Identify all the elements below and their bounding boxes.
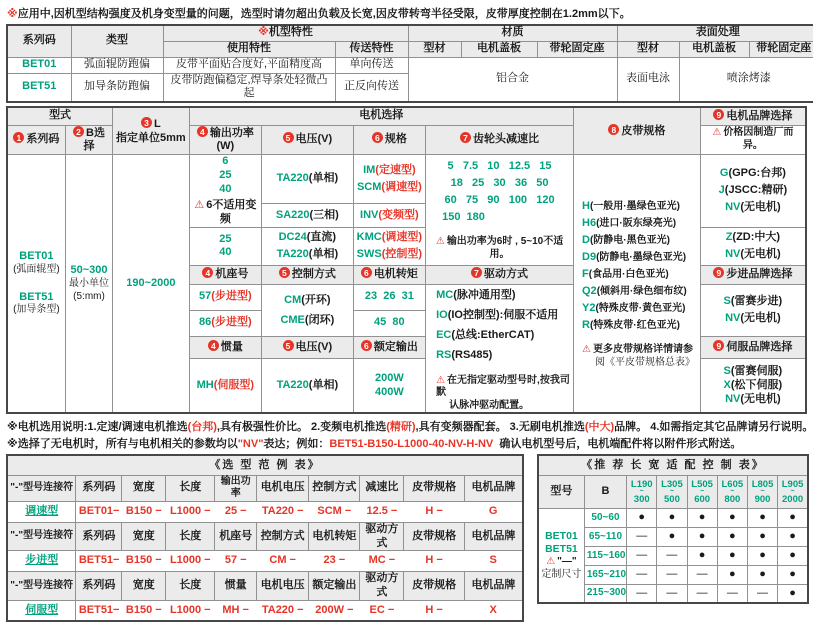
- header-length: 长度: [166, 475, 215, 501]
- header-servo-brand: 9 伺服品牌选择: [700, 336, 806, 358]
- compat-cell: ●: [717, 546, 747, 565]
- b-range-cell: 65~110: [584, 527, 626, 546]
- num-badge-9: 9: [713, 340, 724, 351]
- use-feature-cell: 皮带防跑偏稳定,焊导条处轻微凸起: [163, 73, 335, 102]
- header-g1-c7: 驱动方式: [360, 522, 404, 551]
- header-g2-c7: 驱动方式: [360, 572, 404, 601]
- header-spec: 6 规格: [353, 125, 425, 155]
- frame-86-cell: 86(步进型): [189, 310, 261, 336]
- header-brand: 电机品牌: [464, 475, 523, 501]
- header-connector: "-"型号连接符: [7, 572, 76, 601]
- header-g1-c4: 机座号: [215, 522, 257, 551]
- header-surface: 表面处理: [617, 25, 813, 41]
- header-l-range-5: L905 ~ 2000: [778, 475, 808, 508]
- header-series: 1 系列码: [7, 125, 65, 155]
- warning-icon: ⚠: [435, 236, 445, 248]
- num-badge-6: 6: [372, 132, 383, 143]
- compat-cell: ●: [778, 508, 808, 527]
- warning-icon: ⚠: [194, 199, 205, 212]
- compat-cell: ●: [687, 546, 717, 565]
- header-use-feature: 使用特性: [163, 41, 335, 57]
- header-material: 材质: [408, 25, 617, 41]
- compat-cell: —: [687, 584, 717, 603]
- voltage-servo-cell: TA220(单相): [262, 359, 354, 413]
- control-mode-cell: CM(开环) CME(闭环): [262, 284, 354, 336]
- num-badge-9: 9: [713, 109, 724, 120]
- header-inertia: 4 惯量: [189, 336, 261, 358]
- header-belt: 皮带规格: [404, 572, 465, 601]
- header-b: B: [584, 475, 626, 508]
- motor-selection-note: ※电机选用说明:1.定速/调速电机推选(台邦),具有极强性价比。 2.变频电机推选(精研),具有变频器配套。 3.无刷电机推选(中大)品牌。 4.如需指定其它品牌请另行说明。: [7, 421, 813, 434]
- num-badge-5: 5: [279, 267, 290, 278]
- header-motor-cover-2: 电机盖板: [679, 41, 749, 57]
- header-l-range-0: L190 ~ 300: [627, 475, 657, 508]
- header-rated-output: 6 额定输出: [353, 336, 425, 358]
- header-length: 3 L 指定单位5mm: [113, 107, 189, 155]
- header-motor-torque: 6 电机转矩: [353, 265, 425, 284]
- compat-cell: —: [717, 584, 747, 603]
- header-type: 类型: [71, 25, 163, 57]
- header-machine-feature: ※机型特性: [163, 25, 408, 41]
- header-length: 长度: [166, 572, 215, 601]
- example-label-servo: 伺服型: [7, 600, 76, 621]
- header-g0-c4: 输出功率: [215, 475, 257, 501]
- model-cell: BET01 BET51 ⚠ "—" 定制尺寸: [538, 508, 584, 603]
- num-badge-4: 4: [208, 340, 219, 351]
- num-badge-5: 5: [283, 132, 294, 143]
- num-badge-7: 7: [460, 132, 471, 143]
- header-drive-mode: 7 驱动方式: [426, 265, 574, 284]
- compat-cell: ●: [778, 565, 808, 584]
- header-model-group: 型式: [7, 107, 113, 125]
- header-belt: 皮带规格: [404, 475, 465, 501]
- header-g1-c5: 控制方式: [257, 522, 309, 551]
- header-series-code: 系列码: [7, 25, 71, 57]
- compat-cell: ●: [778, 527, 808, 546]
- spec-ac-cell: IM(定速型) SCM(调速型): [353, 155, 425, 204]
- frame-57-cell: 57(步进型): [189, 284, 261, 310]
- num-badge-2: 2: [73, 126, 84, 137]
- compat-cell: —: [657, 565, 687, 584]
- spec-inv-cell: INV(变频型): [353, 204, 425, 227]
- voltage-3ph-cell: SA220(三相): [262, 204, 354, 227]
- header-width: 宽度: [122, 475, 166, 501]
- compat-cell: —: [627, 527, 657, 546]
- inertia-mh-cell: MH(伺服型): [189, 359, 261, 413]
- compat-cell: ●: [717, 565, 747, 584]
- header-g0-c5: 电机电压: [257, 475, 309, 501]
- surface-paint-cell: 喷涂烤漆: [679, 57, 813, 102]
- header-gear-ratio: 7 齿轮头减速比: [426, 125, 574, 155]
- header-l-range-2: L505 ~ 600: [687, 475, 717, 508]
- num-badge-5: 5: [283, 340, 294, 351]
- compat-cell: —: [627, 546, 657, 565]
- header-series: 系列码: [76, 475, 122, 501]
- compat-cell: ●: [627, 508, 657, 527]
- num-badge-6: 6: [361, 340, 372, 351]
- series-code-cell: BET01: [7, 57, 71, 73]
- b-range-cell: 50~60: [584, 508, 626, 527]
- header-profile: 型材: [408, 41, 461, 57]
- num-badge-6: 6: [361, 267, 372, 278]
- power-dc-cell: 25 40: [189, 227, 261, 265]
- torque-86-cell: 45 80: [353, 310, 425, 336]
- top-usage-note: ※应用中,因机型结构强度及机身变型量的问题，选型时请勿超出负载及长宽,因皮带转弯半径受限，皮带厚度控制在1.2mm以下。: [7, 8, 631, 20]
- header-series: 系列码: [76, 522, 122, 551]
- header-l-range-4: L805 ~ 900: [747, 475, 777, 508]
- header-length: 长度: [166, 522, 215, 551]
- example-label-step: 步进型: [7, 551, 76, 572]
- compat-cell: ●: [778, 584, 808, 603]
- header-connector: "-"型号连接符: [7, 522, 76, 551]
- num-badge-4: 4: [202, 267, 213, 278]
- header-control-mode: 5 控制方式: [262, 265, 354, 284]
- header-g2-c4: 惯量: [215, 572, 257, 601]
- num-badge-9: 9: [713, 267, 724, 278]
- length-body-cell: 190~2000: [113, 155, 189, 414]
- belt-spec-body-cell: H(一般用·墨绿色亚光) H6(进口·阪东绿亮光) D(防静电·黑色亚光) D9(防静电·墨绿色亚光) F(食品用·白色亚光) Q2(倾斜用·绿色细布纹) Y2(特殊皮带·黄色亚光) R(特殊皮带·红色亚光) ⚠ 更多皮带规格详情请参 阅《平皮带规格总表》: [574, 155, 701, 414]
- drive-mode-cell: MC(脉冲通用型) IO(IO控制型):伺服不适用 EC(总线:EtherCAT) RS(RS485) ⚠ 在无指定驱动型号时,按我司默 认脉冲驱动配置。: [426, 284, 574, 413]
- compat-cell: —: [657, 584, 687, 603]
- header-pulley-mount: 带轮固定座: [537, 41, 617, 57]
- header-model: 型号: [538, 475, 584, 508]
- header-transfer-feature: 传送特性: [335, 41, 408, 57]
- header-brand: 电机品牌: [464, 572, 523, 601]
- header-series: 系列码: [76, 572, 122, 601]
- table-row: 调速型 BET01− B150 − L1000 − 25 − TA220 − SCM − 12.5 − H − G: [7, 501, 523, 522]
- b-select-body-cell: 50~300 最小单位 (5:mm): [65, 155, 112, 414]
- rated-output-cell: 200W 400W: [353, 359, 425, 413]
- series-body-cell: BET01 (弧面辊型) BET51 (加导条型): [7, 155, 65, 414]
- header-motor-selection: 电机选择: [189, 107, 573, 125]
- header-voltage-servo: 5 电压(V): [262, 336, 354, 358]
- table-row: 步进型 BET51− B150 − L1000 − 57 − CM − 23 − MC − H − S: [7, 551, 523, 572]
- type-cell: 加导条防跑偏: [71, 73, 163, 102]
- b-range-cell: 115~160: [584, 546, 626, 565]
- table-row: 伺服型 BET51− B150 − L1000 − MH − TA220 − 200W − EC − H − X: [7, 600, 523, 621]
- compat-cell: ●: [687, 527, 717, 546]
- header-pulley-mount-2: 带轮固定座: [749, 41, 813, 57]
- ref-mark-icon: ※: [258, 26, 269, 39]
- compat-cell: ●: [747, 546, 777, 565]
- num-badge-4: 4: [197, 126, 208, 137]
- header-g1-c6: 电机转矩: [309, 522, 360, 551]
- header-profile-2: 型材: [617, 41, 679, 57]
- brand-servo-cell: S(雷赛伺服) X(松下伺服) NV(无电机): [700, 359, 806, 413]
- b-range-cell: 165~210: [584, 565, 626, 584]
- b-range-cell: 215~300: [584, 584, 626, 603]
- compat-cell: ●: [747, 527, 777, 546]
- brand-price-note: ⚠ 价格因制造厂而异。: [700, 125, 806, 155]
- voltage-dc-cell: DC24(直流) TA220(单相): [262, 227, 354, 265]
- example-label-speed: 调速型: [7, 501, 76, 522]
- compat-cell: ●: [717, 527, 747, 546]
- header-brand: 电机品牌: [464, 522, 523, 551]
- gear-ratio-cell: 5 7.5 10 12.5 15 18 25 30 36 50 60 75 90 100 120 150 180 ⚠ 输出功率为6时 , 5~10不适用。: [426, 155, 574, 266]
- header-l-range-3: L605 ~ 800: [717, 475, 747, 508]
- use-feature-cell: 皮带平面贴合度好,平面精度高: [163, 57, 335, 73]
- torque-57-cell: 23 26 31: [353, 284, 425, 310]
- brand-ac-cell: G(GPG:台邦) J(JSCC:精研) NV(无电机): [700, 155, 806, 228]
- warning-icon: ⚠: [712, 127, 722, 139]
- compat-table-title: 《推 荐 长 宽 适 配 控 制 表》: [538, 455, 808, 475]
- header-l-range-1: L305 ~ 500: [657, 475, 687, 508]
- compatibility-table: [537, 454, 809, 604]
- compat-cell: ●: [747, 565, 777, 584]
- transfer-cell: 单向传送: [335, 57, 408, 73]
- spec-overview-table: [6, 24, 813, 103]
- no-motor-note: ※选择了无电机时，所有与电机相关的参数均以"NV"表达；例如：BET51-B150-L1000-40-NV-H-NV 确认电机型号后，电机端配件将以附件形式附送。: [7, 438, 742, 451]
- power-ac-cell: 6 25 40 ⚠ 6不适用变频: [189, 155, 261, 228]
- warning-icon: ⚠: [436, 374, 446, 386]
- compat-cell: ●: [657, 527, 687, 546]
- compat-cell: ●: [687, 508, 717, 527]
- header-frame-size: 4 机座号: [189, 265, 261, 284]
- header-motor-brand: 9 电机品牌选择: [700, 107, 806, 125]
- num-badge-1: 1: [13, 132, 24, 143]
- header-voltage: 5 电压(V): [262, 125, 354, 155]
- header-g2-c6: 额定输出: [309, 572, 360, 601]
- compat-cell: —: [627, 565, 657, 584]
- header-b-select: 2 B选择: [65, 125, 112, 155]
- num-badge-8: 8: [608, 124, 619, 135]
- compat-cell: —: [657, 546, 687, 565]
- compat-cell: —: [747, 584, 777, 603]
- num-badge-3: 3: [141, 117, 152, 128]
- surface-profile-cell: 表面电泳: [617, 57, 679, 102]
- compat-cell: ●: [778, 546, 808, 565]
- compat-cell: ●: [747, 508, 777, 527]
- example-table-title: 《选 型 范 例 表》: [7, 455, 523, 475]
- header-width: 宽度: [122, 522, 166, 551]
- header-step-brand: 9 步进品牌选择: [700, 265, 806, 284]
- voltage-ac-cell: TA220(单相): [262, 155, 354, 204]
- compat-cell: —: [627, 584, 657, 603]
- header-g0-c6: 控制方式: [309, 475, 360, 501]
- series-code-cell: BET51: [7, 73, 71, 102]
- warning-icon: ⚠: [546, 556, 556, 568]
- compat-cell: —: [687, 565, 717, 584]
- header-output-power: 4 输出功率(W): [189, 125, 261, 155]
- transfer-cell: 正反向传送: [335, 73, 408, 102]
- header-belt: 皮带规格: [404, 522, 465, 551]
- warning-icon: ⚠: [582, 344, 591, 356]
- brand-step-cell: S(雷赛步进) NV(无电机): [700, 284, 806, 336]
- header-g0-c7: 减速比: [360, 475, 404, 501]
- header-belt-spec: 8 皮带规格: [574, 107, 701, 155]
- selection-table: [6, 106, 807, 414]
- table-row: [538, 508, 808, 527]
- material-cell: 铝合金: [408, 57, 617, 102]
- header-width: 宽度: [122, 572, 166, 601]
- type-cell: 弧面辊防跑偏: [71, 57, 163, 73]
- compat-cell: ●: [717, 508, 747, 527]
- num-badge-7: 7: [471, 267, 482, 278]
- header-connector: "-"型号连接符: [7, 475, 76, 501]
- brand-dc-cell: Z(ZD:中大) NV(无电机): [700, 227, 806, 265]
- header-g2-c5: 电机电压: [257, 572, 309, 601]
- spec-dc-cell: KMC(调速型) SWS(控制型): [353, 227, 425, 265]
- table-row: [7, 57, 813, 73]
- ref-mark-icon: ※: [7, 8, 18, 20]
- compat-cell: ●: [657, 508, 687, 527]
- example-table: [6, 454, 524, 622]
- header-motor-cover: 电机盖板: [461, 41, 537, 57]
